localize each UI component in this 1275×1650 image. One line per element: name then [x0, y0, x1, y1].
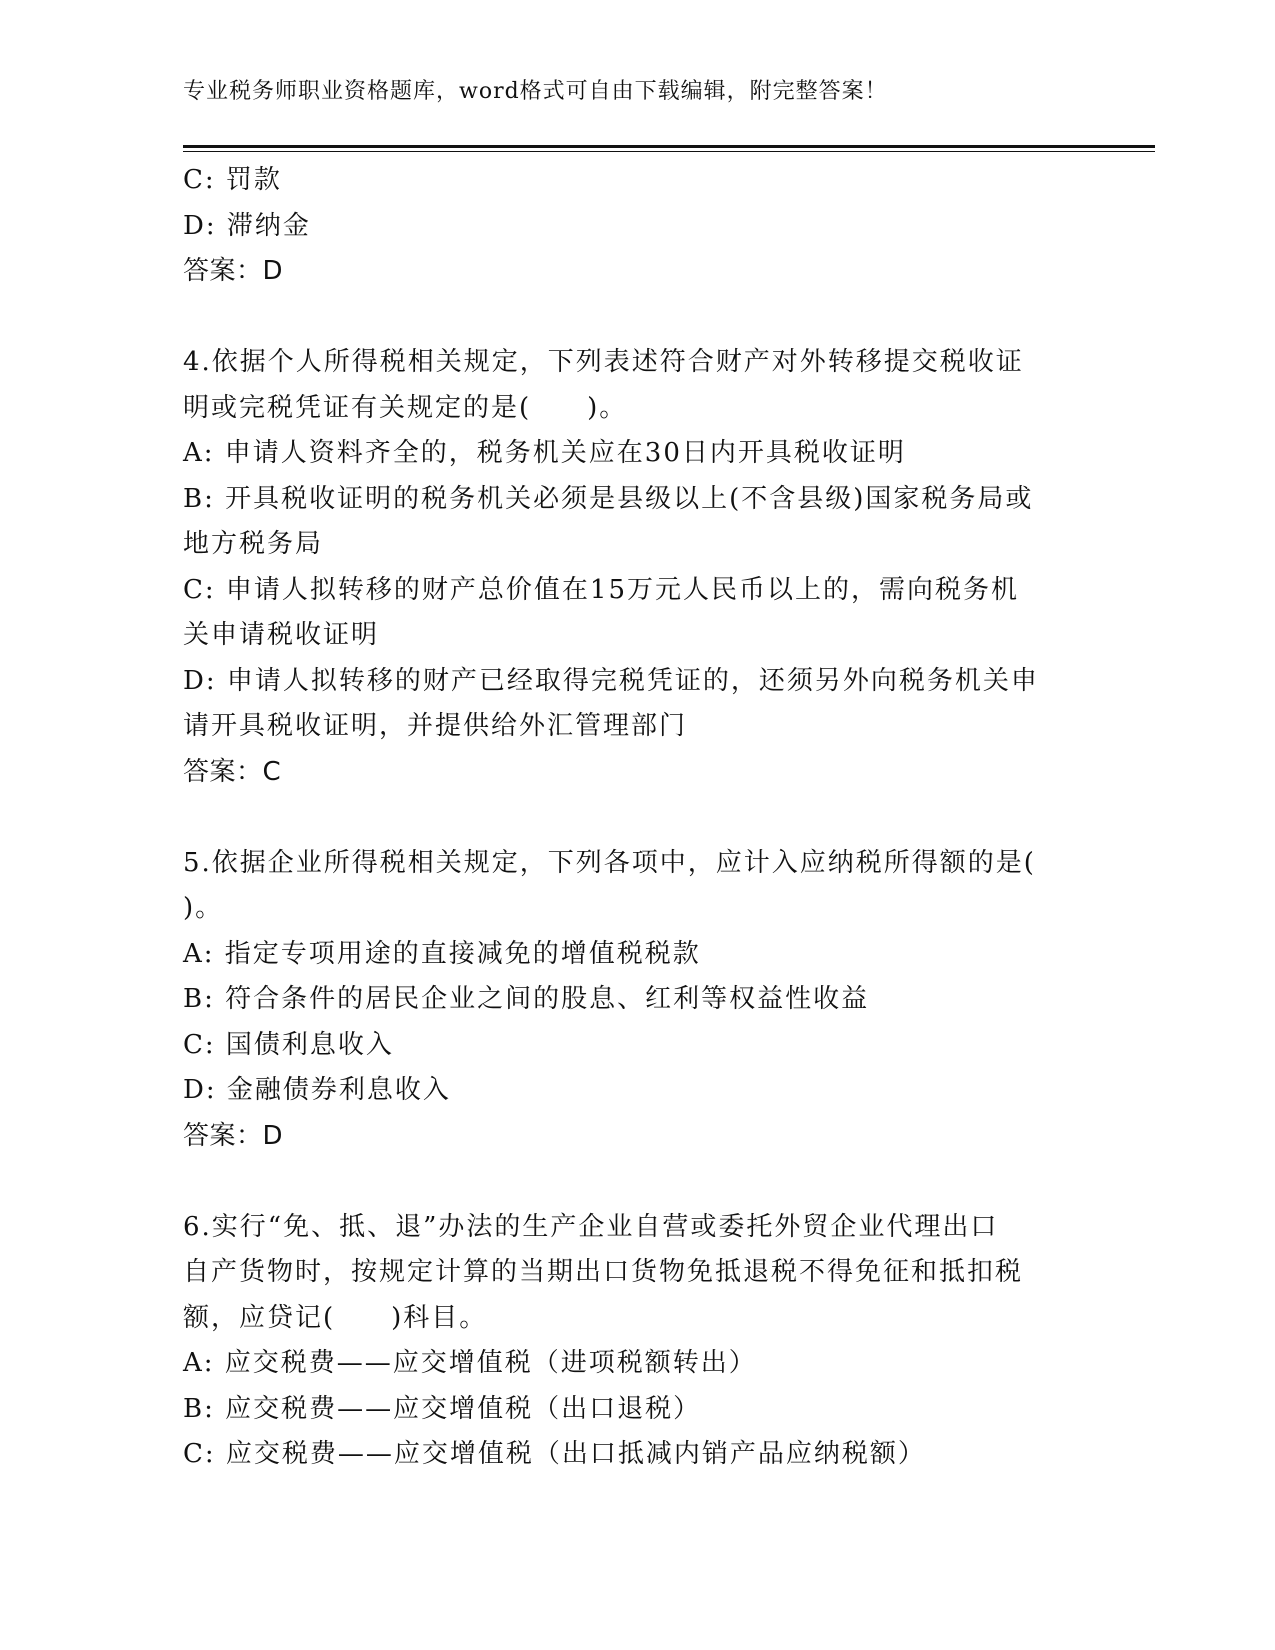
- q5-stem-line-1: 5.依据企业所得税相关规定，下列各项中，应计入应纳税所得额的是(: [183, 847, 1036, 878]
- q4-option-b-line-2: 地方税务局: [183, 529, 324, 559]
- q5-answer: 答案：D: [183, 1120, 284, 1151]
- q6-option-c: C: 应交税费——应交增值税（出口抵减内销产品应纳税额）: [183, 1439, 926, 1469]
- q3-option-c: C: 罚款: [183, 165, 282, 195]
- spacer: [183, 1159, 1073, 1205]
- q6-stem-line-1: 6.实行“免、抵、退”办法的生产企业自营或委托外贸企业代理出口: [183, 1211, 999, 1242]
- header-rule-thin: [183, 151, 1155, 152]
- q6-stem-line-3: 额，应贷记( )科目。: [183, 1302, 488, 1333]
- q6-stem-line-2: 自产货物时，按规定计算的当期出口货物免抵退税不得免征和抵扣税: [183, 1257, 1024, 1287]
- q6-option-b: B: 应交税费——应交增值税（出口退税）: [183, 1393, 702, 1424]
- q4-option-d-line-1: D: 申请人拟转移的财产已经取得完税凭证的，还须另外向税务机关申: [183, 665, 1039, 696]
- header-rule-thick: [183, 145, 1155, 148]
- q4-option-c-line-2: 关申请税收证明: [183, 620, 380, 650]
- q4-option-d-line-2: 请开具税收证明，并提供给外汇管理部门: [183, 711, 688, 741]
- spacer: [183, 295, 1073, 341]
- q4-option-b-line-1: B: 开具税收证明的税务机关必须是县级以上(不含县级)国家税务局或: [183, 483, 1034, 514]
- q4-option-c-line-1: C: 申请人拟转移的财产总价值在15万元人民币以上的，需向税务机: [183, 574, 1020, 605]
- page-header: 专业税务师职业资格题库，word格式可自由下载编辑，附完整答案！: [183, 79, 888, 104]
- q3-option-d: D: 滞纳金: [183, 210, 311, 241]
- document-body: [183, 158, 1073, 1478]
- q4-stem-line-2: 明或完税凭证有关规定的是( )。: [183, 392, 628, 423]
- q4-option-a: A: 申请人资料齐全的，税务机关应在30日内开具税收证明: [183, 438, 906, 468]
- spacer: [183, 795, 1073, 841]
- q5-option-c: C: 国债利息收入: [183, 1029, 394, 1060]
- q5-option-b: B: 符合条件的居民企业之间的股息、红利等权益性收益: [183, 984, 870, 1014]
- q4-stem-line-1: 4.依据个人所得税相关规定，下列表述符合财产对外转移提交税收证: [183, 347, 1024, 377]
- q6-option-a: A: 应交税费——应交增值税（进项税额转出）: [183, 1348, 757, 1378]
- q4-answer: 答案：C: [183, 756, 282, 787]
- q5-option-d: D: 金融债券利息收入: [183, 1075, 451, 1105]
- q5-stem-line-2: )。: [183, 893, 224, 923]
- q3-answer: 答案：D: [183, 256, 284, 286]
- q5-option-a: A: 指定专项用途的直接减免的增值税税款: [183, 938, 701, 969]
